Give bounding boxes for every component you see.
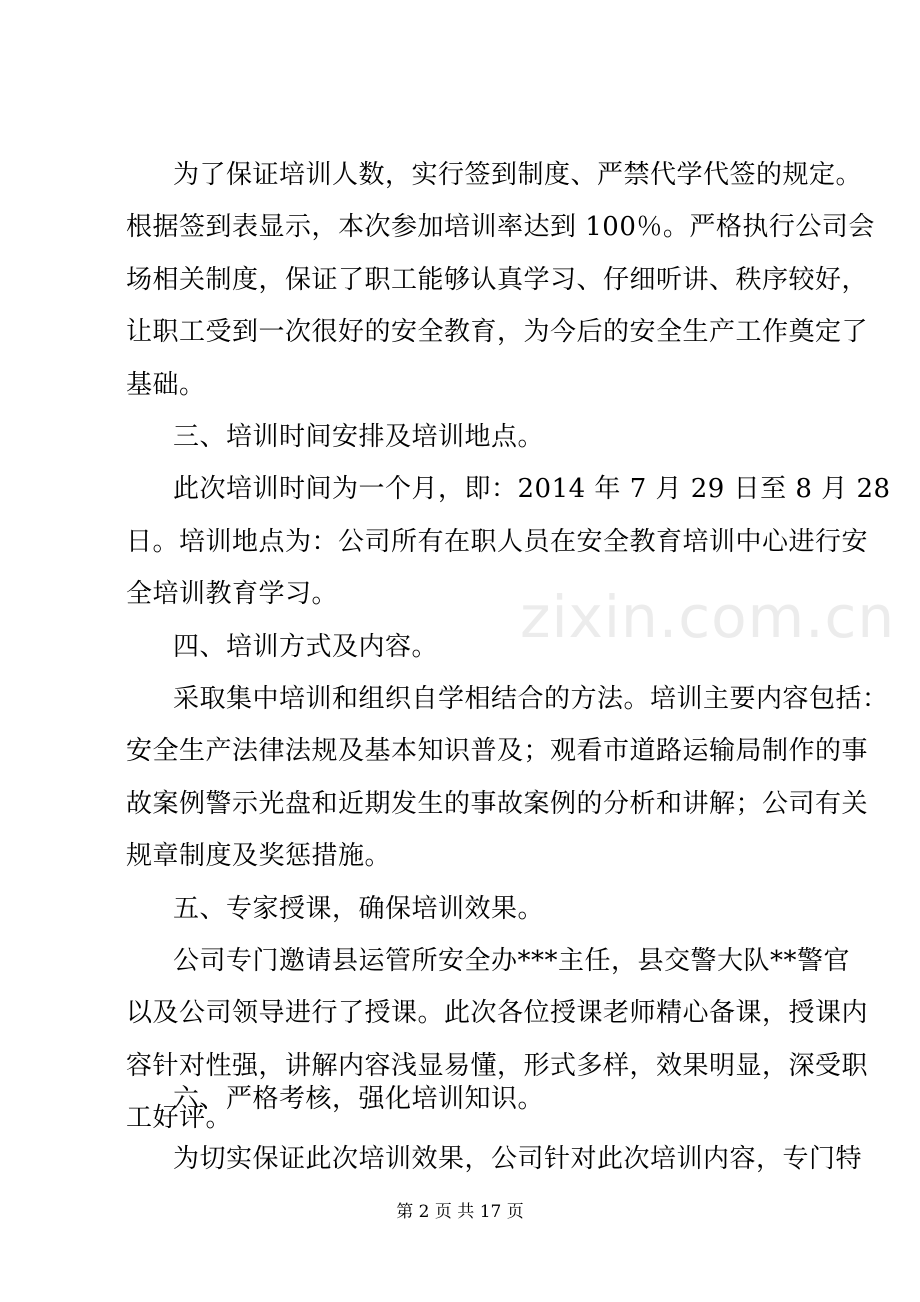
paragraph-line: 基础。 [126, 370, 206, 400]
paragraph-line: 全培训教育学习。 [126, 579, 339, 609]
paragraph-line: 日。培训地点为：公司所有在职人员在安全教育培训中心进行安 [126, 527, 869, 557]
paragraph-line: 工好评。 [126, 1103, 233, 1133]
section-heading: 六、严格考核，强化培训知识。 [173, 1084, 545, 1114]
paragraph-line: 公司专门邀请县运管所安全办***主任，县交警大队**警官 [173, 946, 851, 976]
paragraph-line: 此次培训时间为一个月，即：2014 年 7 月 29 日至 8 月 28 [173, 474, 891, 504]
paragraph-line: 场相关制度，保证了职工能够认真学习、仔细听讲、秩序较好， [126, 265, 869, 295]
paragraph-line: 让职工受到一次很好的安全教育，为今后的安全生产工作奠定了 [126, 317, 869, 347]
section-heading: 五、专家授课，确保培训效果。 [173, 894, 545, 924]
paragraph-line: 规章制度及奖惩措施。 [126, 841, 392, 871]
paragraph-line: 安全生产法律法规及基本知识普及；观看市道路运输局制作的事 [126, 736, 869, 766]
section-heading: 三、培训时间安排及培训地点。 [173, 422, 545, 452]
paragraph-line: 故案例警示光盘和近期发生的事故案例的分析和讲解；公司有关 [126, 789, 869, 819]
paragraph-line: 为了保证培训人数，实行签到制度、严禁代学代签的规定。 [173, 160, 863, 190]
paragraph-line: 采取集中培训和组织自学相结合的方法。培训主要内容包括： [173, 684, 889, 714]
paragraph-line: 以及公司领导进行了授课。此次各位授课老师精心备课，授课内 [126, 998, 869, 1028]
watermark: zixin.com.cn [520, 583, 896, 651]
section-heading: 四、培训方式及内容。 [173, 632, 439, 662]
page-footer: 第 2 页 共 17 页 [396, 1202, 524, 1222]
paragraph-line: 根据签到表显示，本次参加培训率达到 100％。严格执行公司会 [126, 212, 875, 242]
paragraph-line: 为切实保证此次培训效果，公司针对此次培训内容，专门特 [173, 1144, 863, 1174]
paragraph-line: 容针对性强，讲解内容浅显易懂，形式多样，效果明显，深受职 [126, 1051, 869, 1081]
